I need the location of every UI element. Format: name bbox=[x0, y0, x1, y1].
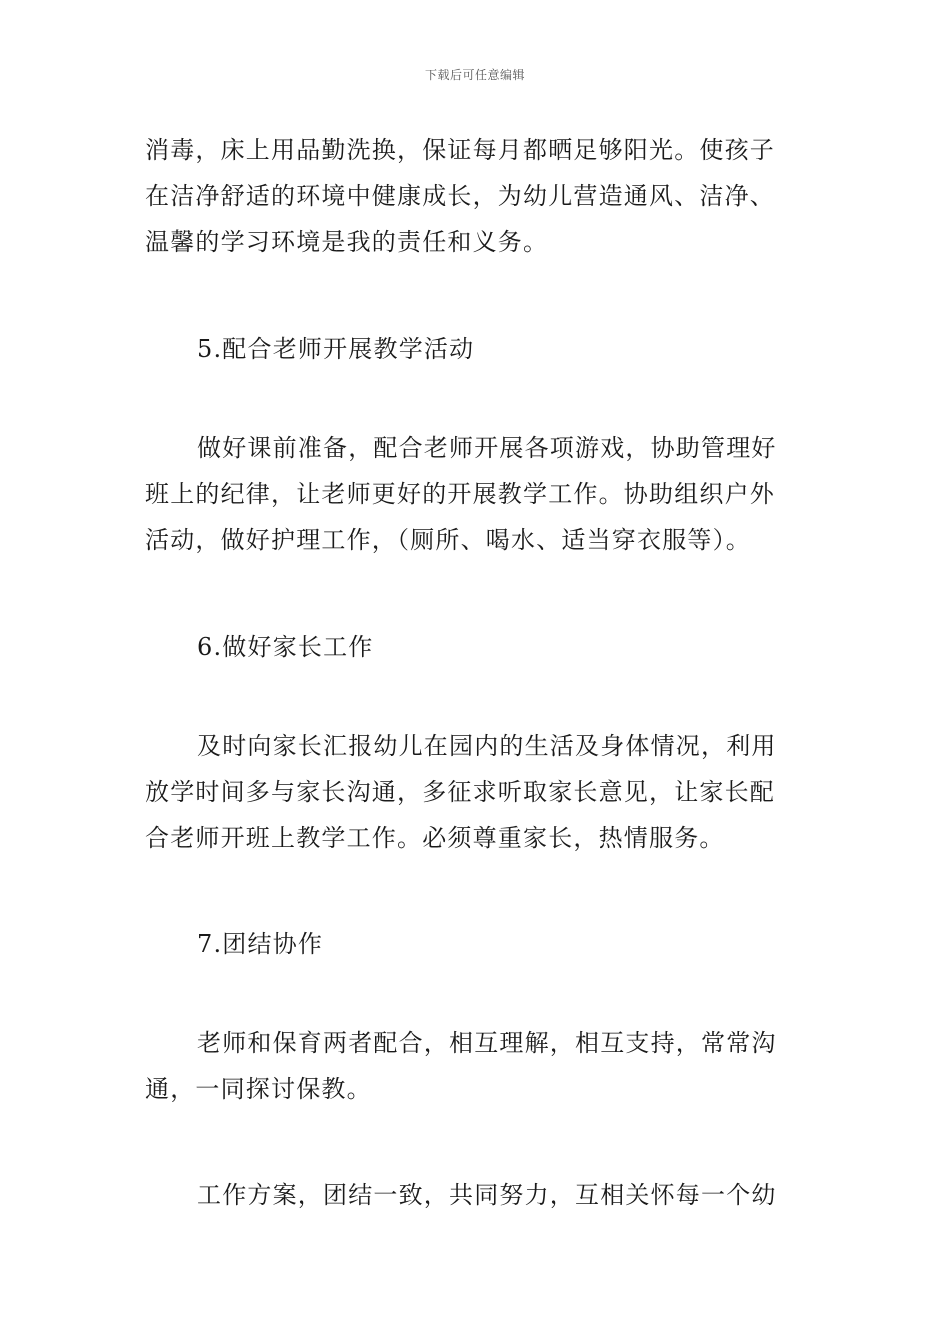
text-line: 及时向家长汇报幼儿在园内的生活及身体情况，利用 bbox=[197, 732, 777, 760]
text-line: 消毒，床上用品勤洗换，保证每月都晒足够阳光。使孩子 bbox=[145, 136, 775, 164]
paragraph-parent-work bbox=[145, 723, 807, 861]
text-line: 温馨的学习环境是我的责任和义务。 bbox=[145, 228, 549, 256]
text-line: 合老师开班上教学工作。必须尊重家长，热情服务。 bbox=[145, 824, 725, 852]
section-heading-6 bbox=[145, 624, 807, 670]
text-line: 做好课前准备，配合老师开展各项游戏，协助管理好 bbox=[197, 434, 777, 462]
text-line: 班上的纪律，让老师更好的开展教学工作。协助组织户外 bbox=[145, 480, 775, 508]
paragraph-cooperation bbox=[145, 1020, 807, 1112]
paragraph-work-plan bbox=[145, 1172, 807, 1218]
text-line: 放学时间多与家长沟通，多征求听取家长意见，让家长配 bbox=[145, 778, 775, 806]
heading-text: 5.配合老师开展教学活动 bbox=[197, 335, 475, 363]
paragraph-teaching-support bbox=[145, 425, 807, 563]
paragraph-hygiene bbox=[145, 127, 807, 265]
text-line: 工作方案，团结一致，共同努力，互相关怀每一个幼 bbox=[197, 1181, 777, 1209]
heading-text: 6.做好家长工作 bbox=[197, 633, 374, 661]
section-heading-7 bbox=[145, 921, 807, 967]
header-note: 下载后可任意编辑 bbox=[424, 68, 525, 82]
text-line: 在洁净舒适的环境中健康成长，为幼儿营造通风、洁净、 bbox=[145, 182, 775, 210]
text-line: 通，一同探讨保教。 bbox=[145, 1075, 372, 1103]
heading-text: 7.团结协作 bbox=[197, 930, 324, 958]
text-line: 老师和保育两者配合，相互理解，相互支持，常常沟 bbox=[197, 1029, 777, 1057]
section-heading-5 bbox=[145, 326, 807, 372]
text-line: 活动，做好护理工作，（厕所、喝水、适当穿衣服等）。 bbox=[145, 526, 751, 554]
